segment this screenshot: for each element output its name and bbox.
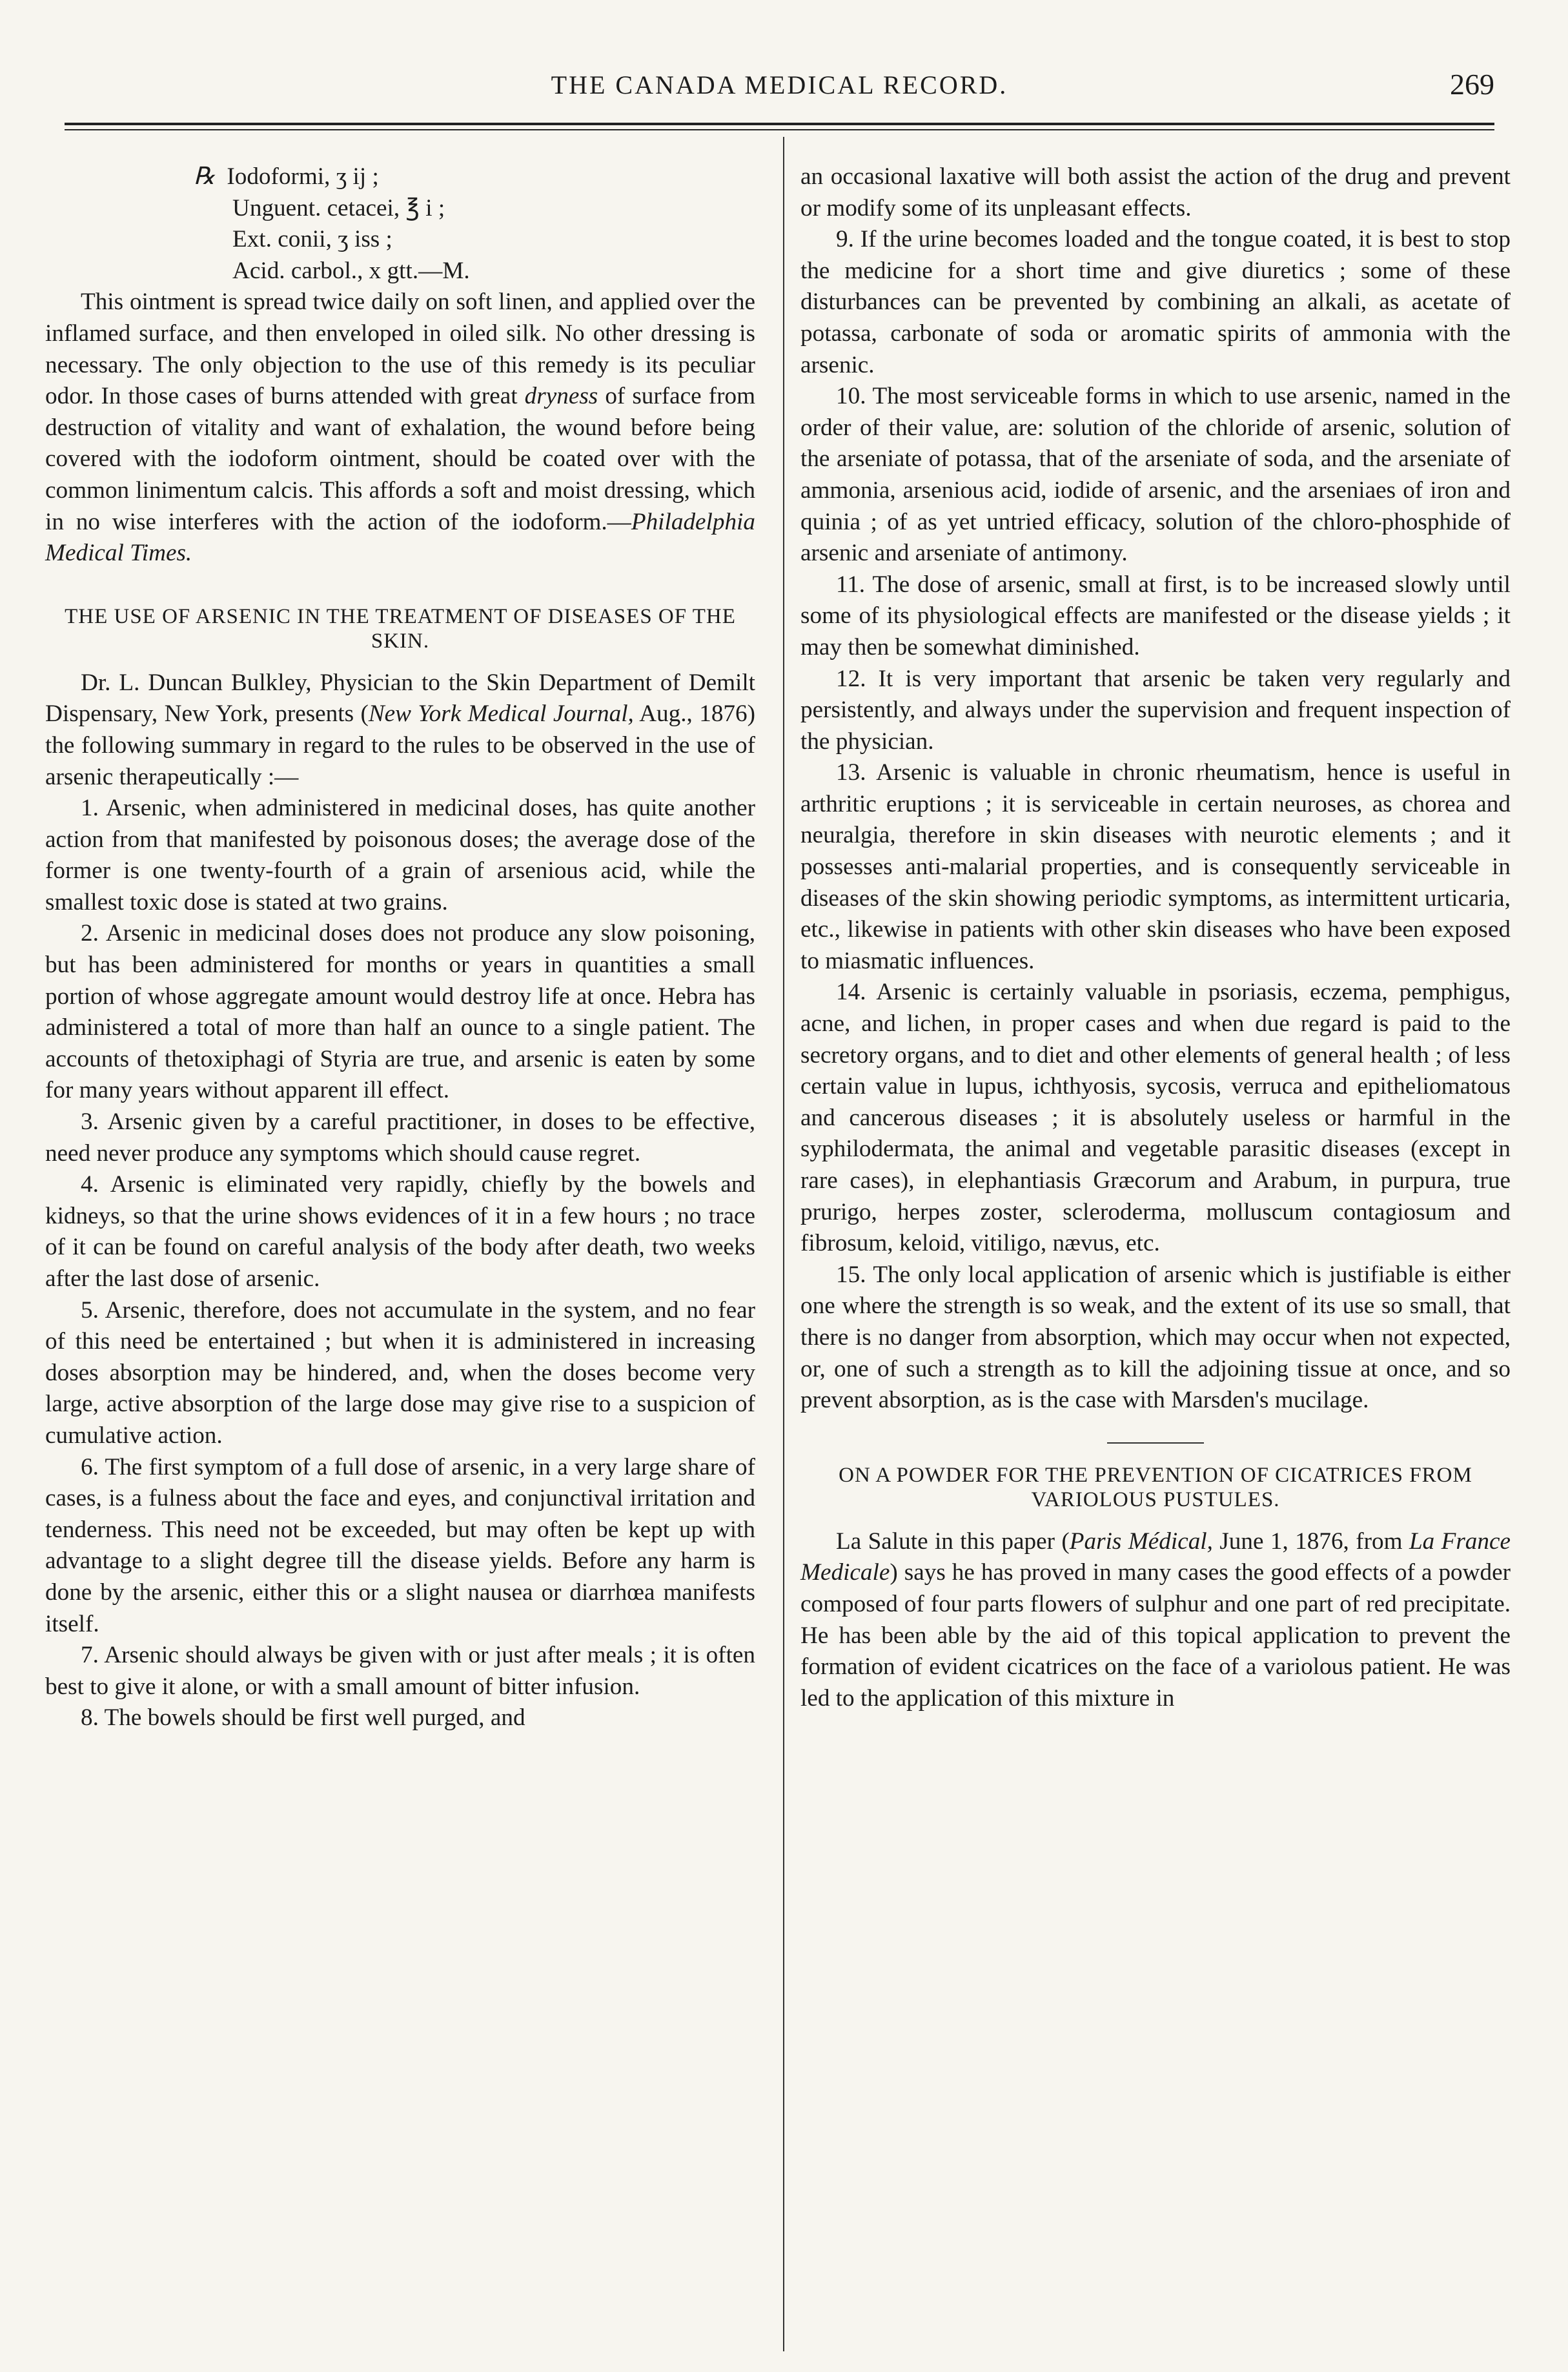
header-rule-thick (65, 123, 1494, 125)
numbered-point: 11. The dose of arsenic, small at first, is to be increased slowly until some of its physiological effects are manifested or the disease yields ; it may then be somewhat diminished. (800, 571, 1511, 660)
column-divider (783, 137, 784, 2351)
numbered-point: 12. It is very important that arsenic be taken very regularly and persistently, and always under the supervision and frequent inspection of the physician. (800, 665, 1511, 755)
prescription-line: Ext. conii, ʒ iss ; (232, 226, 392, 253)
powder-paragraph: La Salute in this paper (Paris Médical, June 1, 1876, from La France Medicale) says he has proved in many cases the good effects of a powder composed of four parts flowers of sulphur and one part of red precipitate. He has been able by the aid of this topical application to prevent the formation of evident cicatrices on the face of a variolous patient. He was led to the application of this mixture in (800, 1528, 1511, 1712)
numbered-point: 8. The bowels should be first well purged, and (81, 1704, 525, 1732)
section-title-arsenic: THE USE OF ARSENIC IN THE TREATMENT OF DISEASES OF THE SKIN. (65, 604, 736, 653)
running-header (65, 70, 1494, 115)
numbered-point: 4. Arsenic is eliminated very rapidly, chiefly by the bowels and kidneys, so that the urine shows evidences of it in a few hours ; no trace of it can be found on careful analysis of the body after death, two weeks after the last dose of arsenic. (45, 1171, 755, 1292)
numbered-point: 6. The first symptom of a full dose of arsenic, in a very large share of cases, is a fulness about the face and eyes, and conjunctival irritation and tenderness. This need not be exceeded, but may often be kept up with advantage to a slight degree till the disease yields. Before any harm is done by the arsenic, either this or a slight nausea or diarrhœa manifests itself. (45, 1453, 755, 1637)
section-title-powder: ON A POWDER FOR THE PREVENTION OF CICATRICES FROM VARIOLOUS PUSTULES. (839, 1463, 1472, 1511)
intro-paragraph: Dr. L. Duncan Bulkley, Physician to the Skin Department of Demilt Dispensary, New York, presents (New York Medical Journal, Aug., 1876) the following summary in regard to the rules to be observed in the use of arsenic therapeutically :— (45, 669, 756, 790)
recipe-symbol: ℞ (194, 163, 216, 190)
numbered-point: 7. Arsenic should always be given with or just after meals ; it is often best to give it alone, or with a small amount of bitter infusion. (45, 1642, 755, 1700)
numbered-point: 1. Arsenic, when administered in medicinal doses, has quite another action from that manifested by poisonous doses; the average dose of the former is one twenty-fourth of a grain of arsenious acid, while the smallest toxic dose is stated at two grains. (45, 795, 755, 915)
continuation-paragraph: an occasional laxative will both assist the action of the drug and prevent or modify some of its unpleasant effects. (800, 163, 1511, 221)
page-number: 269 (1450, 68, 1494, 101)
numbered-point: 14. Arsenic is certainly valuable in psoriasis, eczema, pemphigus, acne, and lichen, in proper cases and when due regard is paid to the secretory organs, and to diet and other elements of general health ; of less certain value in lupus, ichthyosis, sycosis, verruca and epitheliomatous and cancerous diseases ; it is absolutely useless or harmful in the syphilodermata, the animal and vegetable parasitic diseases (except in rare cases), in elephantiasis Græcorum and Arabum, in purpura, true prurigo, herpes zoster, scleroderma, molluscum contagiosum and fibrosum, keloid, vitiligo, nævus, etc. (800, 979, 1511, 1257)
journal-title: THE CANADA MEDICAL RECORD. (551, 70, 1008, 99)
prescription-line: Acid. carbol., x gtt.—M. (232, 257, 470, 284)
numbered-point: 5. Arsenic, therefore, does not accumulate in the system, and no fear of this need be entertained ; but when it is administered in increasing doses absorption may be hindered, and, when the doses become very large, active absorption of the large dose may give rise to a suspicion of cumulative action. (45, 1296, 755, 1449)
section-separator (1107, 1442, 1204, 1444)
source-citation: Philadelphia Medical Times. (45, 508, 755, 567)
emphasis: dryness (524, 383, 598, 410)
numbered-point: 3. Arsenic given by a careful practitioner, in doses to be effective, need never produce any symptoms which should cause regret. (45, 1109, 755, 1167)
source-citation: Paris Médical, (1069, 1528, 1213, 1555)
header-rule-thin (65, 129, 1494, 130)
prescription-line: ℞ Iodoformi, ʒ ij ; (194, 163, 379, 190)
numbered-point: 9. If the urine becomes loaded and the tongue coated, it is best to stop the medicine for a short time and give diuretics ; some of these disturbances can be prevented by combining an alkali, as acetate of potassa, carbonate of soda or aromatic spirits of ammonia with the arsenic. (800, 226, 1511, 378)
left-column (45, 161, 755, 1734)
source-citation: La France Medicale (800, 1528, 1511, 1586)
ointment-paragraph: This ointment is spread twice daily on soft linen, and applied over the inflamed surface, and then enveloped in oiled silk. No other dressing is necessary. The only objection to the use of this remedy is its peculiar odor. In those cases of burns attended with great dryness of surface from destruction of vitality and want of exhalation, the wound before being covered with the iodoform ointment, should be coated over with the common linimentum calcis. This affords a soft and moist dressing, which in no wise interferes with the action of the iodoform.—Philadelphia Medical Times. (45, 289, 755, 567)
prescription (194, 161, 755, 287)
numbered-point: 15. The only local application of arsenic which is justifiable is either one where the strength is so weak, and the extent of its use so small, that there is no danger from absorption, which may occur when not expected, or, one of such a strength as to kill the adjoining tissue at once, and so prevent absorption, as is the case with Marsden's mucilage. (800, 1261, 1511, 1414)
right-column (800, 161, 1511, 1714)
numbered-point: 2. Arsenic in medicinal doses does not produce any slow poisoning, but has been administered for months or years in quantities a small portion of whose aggregate amount would destroy life at once. Hebra has administered a total of more than half an ounce to a single patient. The accounts of thetoxiphagi of Styria are true, and arsenic is eaten by some for many years without apparent ill effect. (45, 920, 755, 1104)
numbered-point: 10. The most serviceable forms in which to use arsenic, named in the order of their value, are: solution of the chloride of arsenic, solution of the arseniate of potassa, that of the arseniate of soda, and the arseniate of ammonia, arsenious acid, iodide of arsenic, and the arseniaes of iron and quinia ; of as yet untried efficacy, solution of the chloro-phosphide of arsenic and arseniate of antimony. (800, 383, 1511, 567)
numbered-point: 13. Arsenic is valuable in chronic rheumatism, hence is useful in arthritic eruptions ; it is serviceable in certain neuroses, as chorea and neuralgia, therefore in skin diseases with neurotic elements ; and it possesses anti-malarial properties, and is consequently serviceable in diseases of the skin showing periodic symptoms, as intermittent urticaria, etc., likewise in patients with other skin diseases who have been exposed to miasmatic influences. (800, 759, 1511, 974)
source-citation: New York Medical Journal, (368, 700, 634, 728)
prescription-line: Unguent. cetacei, ℥ i ; (232, 194, 445, 221)
